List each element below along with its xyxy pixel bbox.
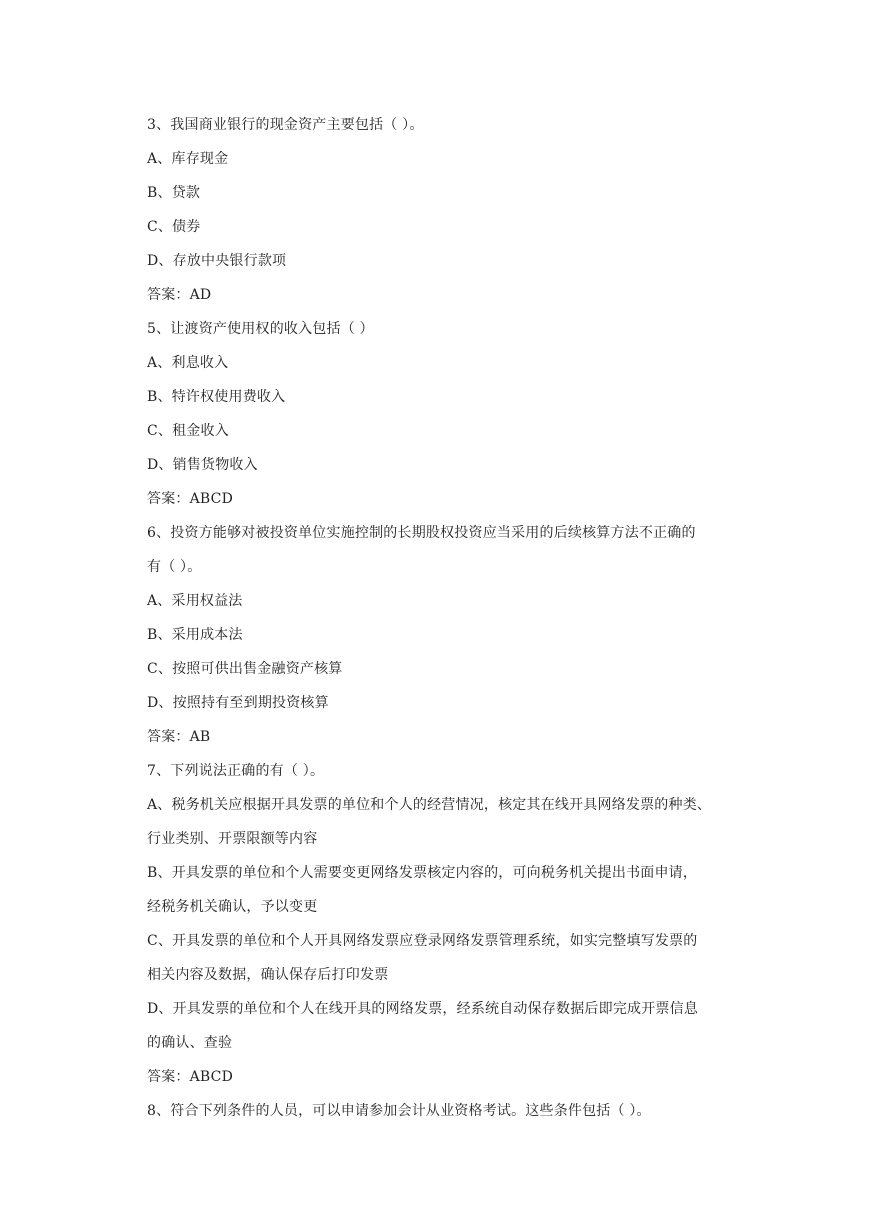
question-3-stem: 3、我国商业银行的现金资产主要包括（ ）。 — [147, 117, 424, 133]
question-7-answer: 答案：ABCD — [147, 1069, 233, 1085]
question-5-option-c: C、租金收入 — [147, 423, 229, 439]
question-8-stem: 8、符合下列条件的人员，可以申请参加会计从业资格考试。这些条件包括（ ）。 — [147, 1103, 651, 1119]
question-7-option-a-line-2: 行业类别、开票限额等内容 — [147, 831, 318, 847]
question-5-option-a: A、利息收入 — [147, 355, 229, 371]
question-7-option-c-line-2: 相关内容及数据，确认保存后打印发票 — [147, 967, 389, 983]
question-3-option-b: B、贷款 — [147, 185, 201, 201]
question-7-option-a-line-1: A、税务机关应根据开具发票的单位和个人的经营情况，核定其在线开具网络发票的种类、 — [147, 797, 712, 813]
question-6-answer: 答案：AB — [147, 729, 211, 745]
question-5-option-b: B、特许权使用费收入 — [147, 389, 286, 405]
question-3-option-a: A、库存现金 — [147, 151, 229, 167]
question-7-stem: 7、下列说法正确的有（ ）。 — [147, 763, 325, 779]
question-5-stem: 5、让渡资产使用权的收入包括（ ） — [147, 321, 374, 337]
question-6-option-b: B、采用成本法 — [147, 627, 243, 643]
question-3-option-d: D、存放中央银行款项 — [147, 253, 287, 269]
question-3-option-c: C、债券 — [147, 219, 201, 235]
question-6-stem-line-2: 有（ ）。 — [147, 559, 202, 575]
question-6-option-a: A、采用权益法 — [147, 593, 243, 609]
question-7-option-d-line-1: D、开具发票的单位和个人在线开具的网络发票，经系统自动保存数据后即完成开票信息 — [147, 1001, 699, 1017]
question-3-answer: 答案：AD — [147, 287, 212, 303]
question-7-option-c-line-1: C、开具发票的单位和个人开具网络发票应登录网络发票管理系统，如实完整填写发票的 — [147, 933, 698, 949]
question-7-option-b-line-2: 经税务机关确认，予以变更 — [147, 899, 318, 915]
question-5-option-d: D、销售货物收入 — [147, 457, 258, 473]
question-7-option-d-line-2: 的确认、查验 — [147, 1035, 233, 1051]
question-6-option-d: D、按照持有至到期投资核算 — [147, 695, 329, 711]
question-6-option-c: C、按照可供出售金融资产核算 — [147, 661, 343, 677]
question-5-answer: 答案：ABCD — [147, 491, 233, 507]
question-6-stem-line-1: 6、投资方能够对被投资单位实施控制的长期股权投资应当采用的后续核算方法不正确的 — [147, 525, 696, 541]
document-page — [147, 108, 747, 1128]
question-7-option-b-line-1: B、开具发票的单位和个人需要变更网络发票核定内容的，可向税务机关提出书面申请， — [147, 865, 698, 881]
